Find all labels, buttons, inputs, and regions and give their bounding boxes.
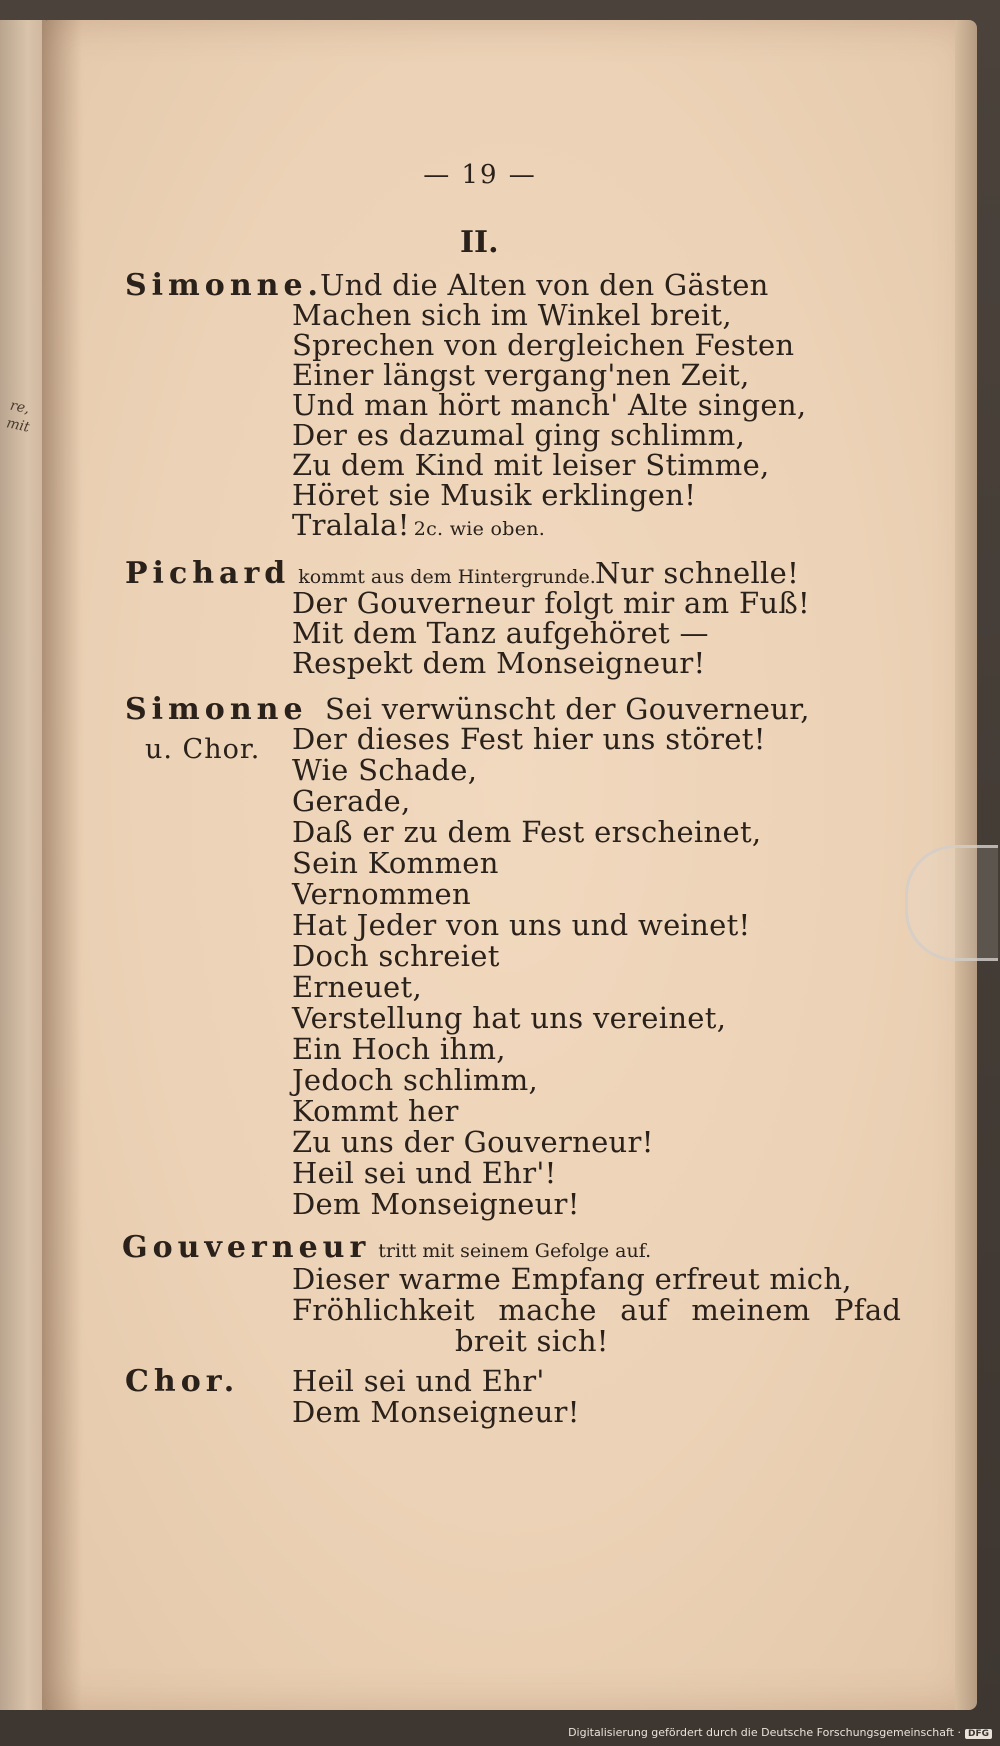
verse-line: Heil sei und Ehr'! [292, 1156, 557, 1190]
verse-line: Sprechen von dergleichen Festen [292, 328, 795, 362]
verse-line: Machen sich im Winkel breit, [292, 298, 732, 332]
speaker-simonne: Simonne. [125, 268, 323, 303]
verse-line: Dieser warme Empfang erfreut mich, [292, 1262, 852, 1296]
speaker-simonne-chor: Simonne [125, 692, 308, 727]
verse-line: Und die Alten von den Gästen [320, 268, 769, 302]
verse-line: Der dieses Fest hier uns störet! [292, 722, 766, 756]
speaker-chor: Chor. [125, 1364, 240, 1399]
tralala-text: Tralala! [292, 508, 410, 542]
verse-line: Daß er zu dem Fest erscheinet, [292, 815, 762, 849]
verse-line: Der es dazumal ging schlimm, [292, 418, 746, 452]
section-title: II. [460, 225, 499, 260]
verse-line: Dem Monseigneur! [292, 1395, 580, 1429]
verse-line: Verstellung hat uns vereinet, [292, 1001, 727, 1035]
speaker-chor-label: u. Chor. [145, 734, 261, 765]
verse-line [292, 508, 545, 542]
verse-line: Sei verwünscht der Gouverneur, [325, 692, 810, 726]
verse-line: Doch schreiet [292, 939, 500, 973]
verse-line: breit sich! [455, 1324, 609, 1358]
verse-line: Dem Monseigneur! [292, 1187, 580, 1221]
verse-line: Höret sie Musik erklingen! [292, 478, 697, 512]
verse-line: Mit dem Tanz aufgehöret — [292, 616, 709, 650]
footer-text: Digitalisierung gefördert durch die Deutsche Forschungsgemeinschaft · [568, 1726, 961, 1739]
stage-direction-gouverneur: tritt mit seinem Gefolge auf. [378, 1240, 652, 1262]
speaker-pichard-name: Pichard [125, 556, 291, 591]
verse-line: Gerade, [292, 784, 411, 818]
left-page-fragment: re, mit [4, 397, 32, 436]
verse-line: Heil sei und Ehr' [292, 1364, 545, 1398]
verse-line: Einer längst vergang'nen Zeit, [292, 358, 750, 392]
verse-line: Sein Kommen [292, 846, 499, 880]
verse-line: Fröhlichkeit mache auf meinem Pfad [292, 1293, 902, 1327]
verse-line: Hat Jeder von uns und weinet! [292, 908, 751, 942]
speaker-gouverneur [122, 1230, 651, 1265]
verse-line: Wie Schade, [292, 753, 478, 787]
verse-line: Ein Hoch ihm, [292, 1032, 506, 1066]
speaker-gouverneur-name: Gouverneur [122, 1230, 371, 1265]
verse-line: Erneuet, [292, 970, 422, 1004]
stage-direction-pichard: kommt aus dem Hintergrunde. [298, 566, 596, 588]
verse-line: Vernommen [292, 877, 471, 911]
dfg-logo: DFG [965, 1729, 992, 1739]
verse-line: Jedoch schlimm, [292, 1063, 539, 1097]
verse-line: Der Gouverneur folgt mir am Fuß! [292, 586, 810, 620]
verse-line: Nur schnelle! [595, 556, 800, 590]
verse-line: Und man hört manch' Alte singen, [292, 388, 807, 422]
page-number: — 19 — [423, 160, 537, 190]
digitization-footer [568, 1726, 992, 1739]
verse-line: Respekt dem Monseigneur! [292, 646, 706, 680]
verse-line: Kommt her [292, 1094, 459, 1128]
verse-line: Zu dem Kind mit leiser Stimme, [292, 448, 770, 482]
verse-note: 2c. wie oben. [413, 518, 546, 540]
verse-line: Zu uns der Gouverneur! [292, 1125, 654, 1159]
